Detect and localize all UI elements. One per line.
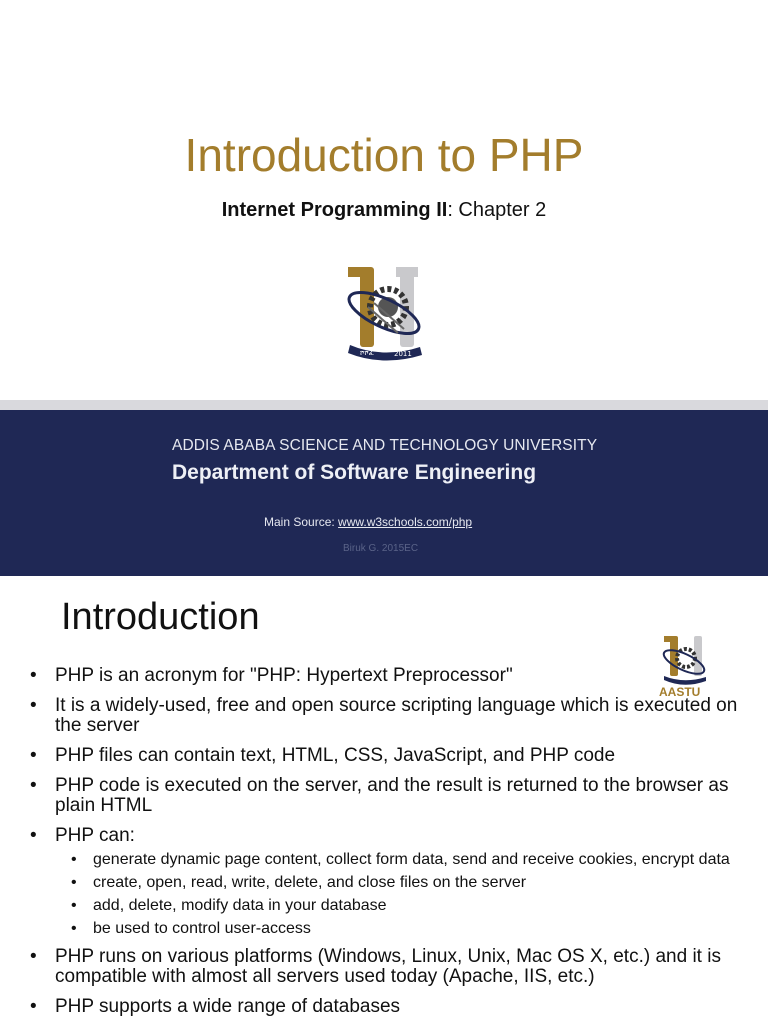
logo-text: AASTU: [659, 685, 701, 698]
university-name: ADDIS ABABA SCIENCE AND TECHNOLOGY UNIVERSITY: [172, 437, 598, 454]
slide-title: Introduction to PHP: [184, 129, 584, 181]
sub-bullet-item: • generate dynamic page content, collect form data, send and receive cookies, encrypt data: [71, 852, 740, 868]
logo-year-left: ሾሾፈ: [360, 349, 374, 357]
chapter-label: : Chapter 2: [447, 199, 547, 221]
source-label: Main Source:: [264, 515, 339, 529]
bullet-item: • PHP supports a wide range of databases: [30, 997, 740, 1017]
aastu-logo-icon: [338, 263, 428, 367]
bullet-text: PHP can:: [55, 825, 135, 846]
course-name: Internet Programming II: [221, 199, 448, 221]
bullet-list: [30, 666, 740, 1027]
sub-bullet-item: • create, open, read, write, delete, and close files on the server: [71, 875, 740, 891]
bullet-item: • PHP is an acronym for "PHP: Hypertext Preprocessor": [30, 666, 740, 686]
bullet-item: • PHP runs on various platforms (Windows, Linux, Unix, Mac OS X, etc.) and it is compatible with almost all servers used today (Apache, IIS, etc.): [30, 947, 740, 987]
band-divider: [0, 400, 768, 410]
bullet-item: • It is a widely-used, free and open source scripting language which is executed on the server: [30, 696, 740, 736]
content-slide: [0, 576, 768, 1024]
bullet-item: • PHP code is executed on the server, and the result is returned to the browser as plain HTML: [30, 776, 740, 816]
sub-bullet-item: • add, delete, modify data in your database: [71, 898, 740, 914]
logo-year-right: 2011: [394, 350, 412, 358]
source-link[interactable]: www.w3schools.com/php: [338, 515, 473, 529]
bullet-item: • PHP files can contain text, HTML, CSS, JavaScript, and PHP code: [30, 746, 740, 766]
sub-bullet-item: • be used to control user-access: [71, 921, 740, 937]
main-source: [264, 515, 472, 529]
section-title: Introduction: [61, 596, 260, 638]
sub-bullet-list: [71, 852, 740, 937]
department-name: Department of Software Engineering: [172, 461, 537, 484]
bullet-item-php-can: [30, 826, 740, 937]
slide-subtitle: [0, 199, 768, 222]
author-label: Biruk G. 2015EC: [343, 543, 419, 554]
